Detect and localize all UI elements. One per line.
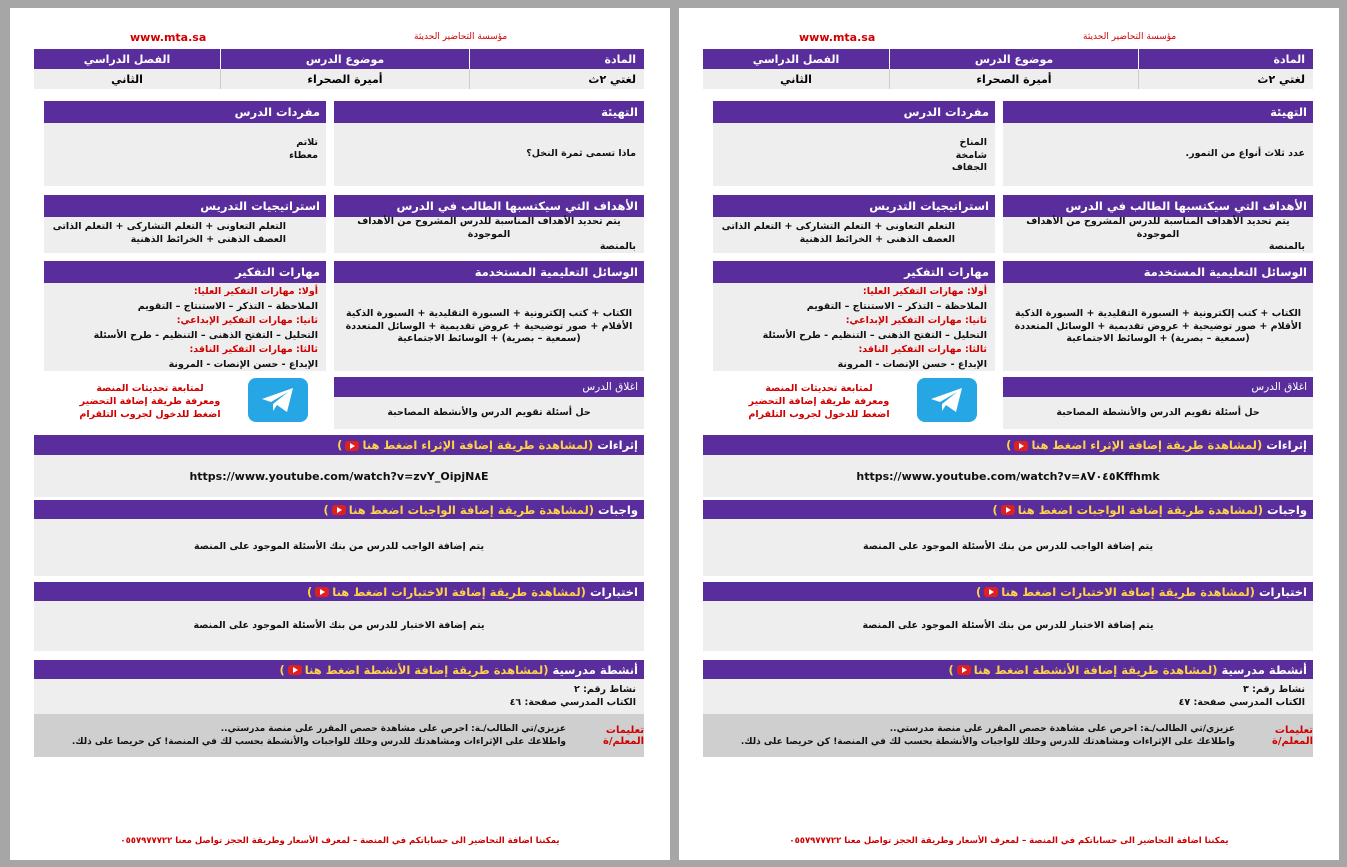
- strategies-section: [44, 195, 326, 253]
- skills-heading: أولا: مهارات التفكير العليا:: [862, 286, 987, 297]
- warmup-text: ماذا تسمى ثمرة النخل؟: [334, 123, 644, 186]
- telegram-text: اضغط للدخول لجروب التلقرام: [748, 409, 890, 420]
- subject-header: المادة: [604, 52, 636, 66]
- youtube-icon: [1001, 505, 1015, 515]
- activity-number-value: ٢: [573, 684, 580, 695]
- youtube-icon: [345, 441, 359, 451]
- tests-header: اختبارات: [589, 584, 638, 599]
- teacher-notes-label: تعليمات المعلم/ة: [602, 724, 644, 747]
- document-page: [679, 8, 1339, 860]
- activities-header: أنشطة مدرسية: [1221, 662, 1307, 677]
- warmup-header: التهيئة: [334, 101, 644, 123]
- term-header: الفصل الدراسي: [752, 52, 840, 66]
- subject-header: المادة: [1273, 52, 1305, 66]
- book-page-value: ٤٦: [509, 696, 522, 708]
- goals-text-2: بالمنصة: [1268, 241, 1305, 253]
- goals-section: [1003, 195, 1313, 253]
- skills-heading: ثالثا: مهارات التفكير الناقد:: [189, 344, 318, 355]
- enrich-url[interactable]: https://www.youtube.com/watch?v=٨V٠٤٥Kffhmk: [856, 469, 1160, 483]
- skills-text: التحليل – التفتح الذهنى – التنظيم - طرح الأسئلة: [93, 329, 318, 341]
- vocab-section: [44, 101, 326, 186]
- homework-text: يتم إضافة الواجب للدرس من بنك الأسئلة الموجود على المنصة: [34, 519, 644, 576]
- skills-header: مهارات التفكير: [44, 261, 326, 283]
- tests-text: يتم إضافة الاختبار للدرس من بنك الأسئلة الموجود على المنصة: [34, 601, 644, 651]
- tests-howto-text: (لمشاهدة طريقة إضافة الاختبارات اضغط هنا: [332, 584, 586, 599]
- paren: ): [1006, 438, 1012, 452]
- lesson-info-table: [703, 49, 1313, 89]
- strategies-text-2: العصف الذهنى + الخرائط الذهنية: [130, 233, 286, 245]
- activities-howto-text: (لمشاهدة طريقة إضافة الأنشطة اضغط هنا: [973, 662, 1218, 677]
- activities-howto-link[interactable]: [279, 663, 548, 677]
- term-header: الفصل الدراسي: [83, 52, 171, 66]
- warmup-header: التهيئة: [1003, 101, 1313, 123]
- strategies-text: التعلم التعاونى + التعلم التشاركى + التعلم الذاتى: [721, 221, 955, 232]
- book-page: [42, 697, 636, 710]
- book-page-value: ٤٧: [1178, 696, 1191, 708]
- tests-howto-link[interactable]: [976, 585, 1255, 599]
- topic-header: موضوع الدرس: [220, 49, 470, 69]
- aids-section: [334, 261, 644, 371]
- telegram-text: لمتابعة تحديثات المنصة: [96, 383, 204, 394]
- activity-number-label: نشاط رقم:: [1252, 684, 1305, 695]
- telegram-text: ومعرفة طريقة إضافة التحضير: [79, 396, 221, 407]
- subject-value: لغتي ٢ث: [588, 72, 636, 86]
- term-value: الثاني: [780, 72, 812, 86]
- topic-header: موضوع الدرس: [889, 49, 1139, 69]
- skills-heading: ثالثا: مهارات التفكير الناقد:: [858, 344, 987, 355]
- skills-text: الإبداع - حسن الإنصات - المرونة: [837, 358, 987, 370]
- vocab-word: الجفاف: [951, 162, 987, 173]
- vocab-header: مفردات الدرس: [713, 101, 995, 123]
- homework-text: يتم إضافة الواجب للدرس من بنك الأسئلة الموجود على المنصة: [703, 519, 1313, 576]
- book-page-label: الكتاب المدرسي صفحة:: [524, 696, 636, 708]
- homework-section: [34, 500, 644, 576]
- goals-header: الأهداف التي سيكتسبها الطالب في الدرس: [334, 195, 644, 217]
- youtube-icon: [957, 665, 971, 675]
- paren: ): [992, 502, 998, 517]
- telegram-text: اضغط للدخول لجروب التلقرام: [79, 409, 221, 420]
- telegram-text: لمتابعة تحديثات المنصة: [765, 383, 873, 394]
- homework-howto-link[interactable]: [992, 503, 1263, 517]
- enrich-howto-link[interactable]: [1006, 438, 1262, 452]
- vocab-word: تلاتم: [296, 137, 318, 148]
- telegram-promo[interactable]: [729, 382, 909, 421]
- activity-number-label: نشاط رقم:: [583, 684, 636, 695]
- aids-header: الوسائل التعليمية المستخدمة: [1003, 261, 1313, 283]
- closing-section: [334, 377, 644, 429]
- strategies-header: استراتيجيات التدريس: [713, 195, 995, 217]
- homework-header: واجبات: [1267, 502, 1307, 517]
- enrich-howto-link[interactable]: [337, 438, 593, 452]
- homework-howto-text: (لمشاهدة طريقة إضافة الواجبات اضغط هنا: [348, 502, 595, 517]
- closing-header: اغلاق الدرس: [334, 377, 644, 397]
- warmup-section: [1003, 101, 1313, 186]
- tests-section: [703, 582, 1313, 651]
- goals-section: [334, 195, 644, 253]
- goals-header: الأهداف التي سيكتسبها الطالب في الدرس: [1003, 195, 1313, 217]
- tests-howto-text: (لمشاهدة طريقة إضافة الاختبارات اضغط هنا: [1001, 584, 1255, 599]
- teacher-notes-text: عزيزي/تي الطالب/ـة: احرص على مشاهدة حصص المقرر على منصة مدرستي..: [889, 724, 1235, 734]
- aids-text: الكتاب + كتب إلكترونية + السبورة التقليدية + السبورة الذكية: [345, 308, 633, 320]
- skills-text: التحليل – التفتح الذهنى – التنظيم - طرح الأسئلة: [762, 329, 987, 341]
- book-page-label: الكتاب المدرسي صفحة:: [1193, 696, 1305, 708]
- closing-text: حل أسئلة تقويم الدرس والأنشطة المصاحبة: [334, 397, 644, 429]
- homework-howto-link[interactable]: [323, 503, 594, 517]
- vocab-word: شامخة: [955, 149, 987, 161]
- topic-value: أميرة الصحراء: [220, 69, 470, 89]
- aids-text: الكتاب + كتب إلكترونية + السبورة التقليدية + السبورة الذكية: [1014, 308, 1302, 320]
- youtube-icon: [288, 665, 302, 675]
- vocab-header: مفردات الدرس: [44, 101, 326, 123]
- telegram-text: ومعرفة طريقة إضافة التحضير: [748, 396, 890, 407]
- skills-section: [44, 261, 326, 371]
- aids-header: الوسائل التعليمية المستخدمة: [334, 261, 644, 283]
- strategies-text: التعلم التعاونى + التعلم التشاركى + التعلم الذاتى: [52, 221, 286, 232]
- aids-text-2: الأقلام + صور توضيحية + عروض تقديمية + الوسائل المتعددة: [1014, 320, 1302, 332]
- paren: ): [976, 584, 982, 599]
- strategies-section: [713, 195, 995, 253]
- homework-header: واجبات: [598, 502, 638, 517]
- skills-text: الإبداع - حسن الإنصات - المرونة: [168, 358, 318, 370]
- tests-text: يتم إضافة الاختبار للدرس من بنك الأسئلة الموجود على المنصة: [703, 601, 1313, 651]
- goals-text: يتم تحديد الأهداف المناسبة للدرس المشروح من الأهداف الموجودة: [357, 216, 621, 240]
- site-url[interactable]: www.mta.sa: [799, 31, 876, 44]
- org-name: مؤسسة التحاضير الحديثة: [414, 32, 508, 42]
- enrich-howto-text: (لمشاهدة طريقة إضافة الإثراء اضغط هنا: [362, 438, 594, 452]
- homework-section: [703, 500, 1313, 576]
- tests-section: [34, 582, 644, 651]
- skills-heading: أولا: مهارات التفكير العليا:: [193, 286, 318, 297]
- goals-text: يتم تحديد الأهداف المناسبة للدرس المشروح من الأهداف الموجودة: [1026, 216, 1290, 240]
- activity-number-value: ٣: [1242, 684, 1249, 695]
- activities-header: أنشطة مدرسية: [552, 662, 638, 677]
- skills-text: الملاحظة – التذكر – الاستنتاج – التقويم: [806, 300, 987, 312]
- subject-value: لغتي ٢ث: [1257, 72, 1305, 86]
- closing-section: [1003, 377, 1313, 429]
- aids-text-3: (سمعية – بصرية) + الوسائط الاجتماعية: [397, 333, 581, 345]
- warmup-section: [334, 101, 644, 186]
- youtube-icon: [984, 587, 998, 597]
- activities-section: [34, 660, 644, 757]
- vocab-word: معطاء: [289, 149, 318, 161]
- term-value: الثاني: [111, 72, 143, 86]
- teacher-notes-text-2: واطلاعك على الإثراءات ومشاهدتك للدرس وحلك للواجبات والأنشطة بحسب لك في المنصة! كن حريصا على ذلك.: [740, 736, 1235, 747]
- youtube-icon: [332, 505, 346, 515]
- activity-number: [42, 684, 636, 697]
- page-footer: يمكننا اضافة التحاضير الى حساباتكم في المنصة – لمعرف الأسعار وطريقة الحجز تواصل معنا ٠٥٥٧٩٧٧٧٢٢: [120, 836, 560, 846]
- youtube-icon: [315, 587, 329, 597]
- topic-value: أميرة الصحراء: [889, 69, 1139, 89]
- skills-header: مهارات التفكير: [713, 261, 995, 283]
- telegram-promo[interactable]: [60, 382, 240, 421]
- enrich-url[interactable]: https://www.youtube.com/watch?v=zvY_OipjN٨E: [189, 469, 489, 483]
- paren: ): [279, 662, 285, 677]
- enrich-section: [703, 435, 1313, 497]
- teacher-notes-text: عزيزي/تي الطالب/ـة: احرص على مشاهدة حصص المقرر على منصة مدرستي..: [220, 724, 566, 734]
- book-page: [711, 697, 1305, 710]
- skills-text: الملاحظة – التذكر – الاستنتاج – التقويم: [137, 300, 318, 312]
- telegram-icon[interactable]: [248, 378, 308, 422]
- lesson-info-table: [34, 49, 644, 89]
- aids-text-3: (سمعية – بصرية) + الوسائط الاجتماعية: [1066, 333, 1250, 345]
- paren: ): [337, 438, 343, 452]
- activities-howto-text: (لمشاهدة طريقة إضافة الأنشطة اضغط هنا: [304, 662, 549, 677]
- closing-text: حل أسئلة تقويم الدرس والأنشطة المصاحبة: [1003, 397, 1313, 429]
- tests-howto-link[interactable]: [307, 585, 586, 599]
- teacher-notes-text-2: واطلاعك على الإثراءات ومشاهدتك للدرس وحلك للواجبات والأنشطة بحسب لك في المنصة! كن حريصا على ذلك.: [71, 736, 566, 747]
- paren: ): [948, 662, 954, 677]
- document-page: [10, 8, 670, 860]
- skills-heading: ثانيا: مهارات التفكير الإبداعي:: [176, 315, 318, 326]
- skills-heading: ثانيا: مهارات التفكير الإبداعي:: [845, 315, 987, 326]
- enrich-header: إثراءات: [1266, 438, 1307, 452]
- activities-section: [703, 660, 1313, 757]
- telegram-icon[interactable]: [917, 378, 977, 422]
- enrich-header: إثراءات: [597, 438, 638, 452]
- teacher-notes-label: تعليمات المعلم/ة: [1271, 724, 1313, 747]
- skills-section: [713, 261, 995, 371]
- page-footer: يمكننا اضافة التحاضير الى حساباتكم في المنصة – لمعرف الأسعار وطريقة الحجز تواصل معنا ٠٥٥٧٩٧٧٧٢٢: [789, 836, 1229, 846]
- strategies-header: استراتيجيات التدريس: [44, 195, 326, 217]
- paren: ): [307, 584, 313, 599]
- vocab-section: [713, 101, 995, 186]
- youtube-icon: [1014, 441, 1028, 451]
- activity-number: [711, 684, 1305, 697]
- aids-section: [1003, 261, 1313, 371]
- enrich-section: [34, 435, 644, 497]
- goals-text-2: بالمنصة: [599, 241, 636, 253]
- activities-howto-link[interactable]: [948, 663, 1217, 677]
- aids-text-2: الأقلام + صور توضيحية + عروض تقديمية + الوسائل المتعددة: [345, 320, 633, 332]
- org-name: مؤسسة التحاضير الحديثة: [1083, 32, 1177, 42]
- tests-header: اختبارات: [1258, 584, 1307, 599]
- homework-howto-text: (لمشاهدة طريقة إضافة الواجبات اضغط هنا: [1017, 502, 1264, 517]
- vocab-word: المناخ: [959, 137, 987, 148]
- warmup-text: عدد ثلاث أنواع من التمور.: [1003, 123, 1313, 186]
- closing-header: اغلاق الدرس: [1003, 377, 1313, 397]
- enrich-howto-text: (لمشاهدة طريقة إضافة الإثراء اضغط هنا: [1031, 438, 1263, 452]
- paren: ): [323, 502, 329, 517]
- strategies-text-2: العصف الذهنى + الخرائط الذهنية: [799, 233, 955, 245]
- site-url[interactable]: www.mta.sa: [130, 31, 207, 44]
